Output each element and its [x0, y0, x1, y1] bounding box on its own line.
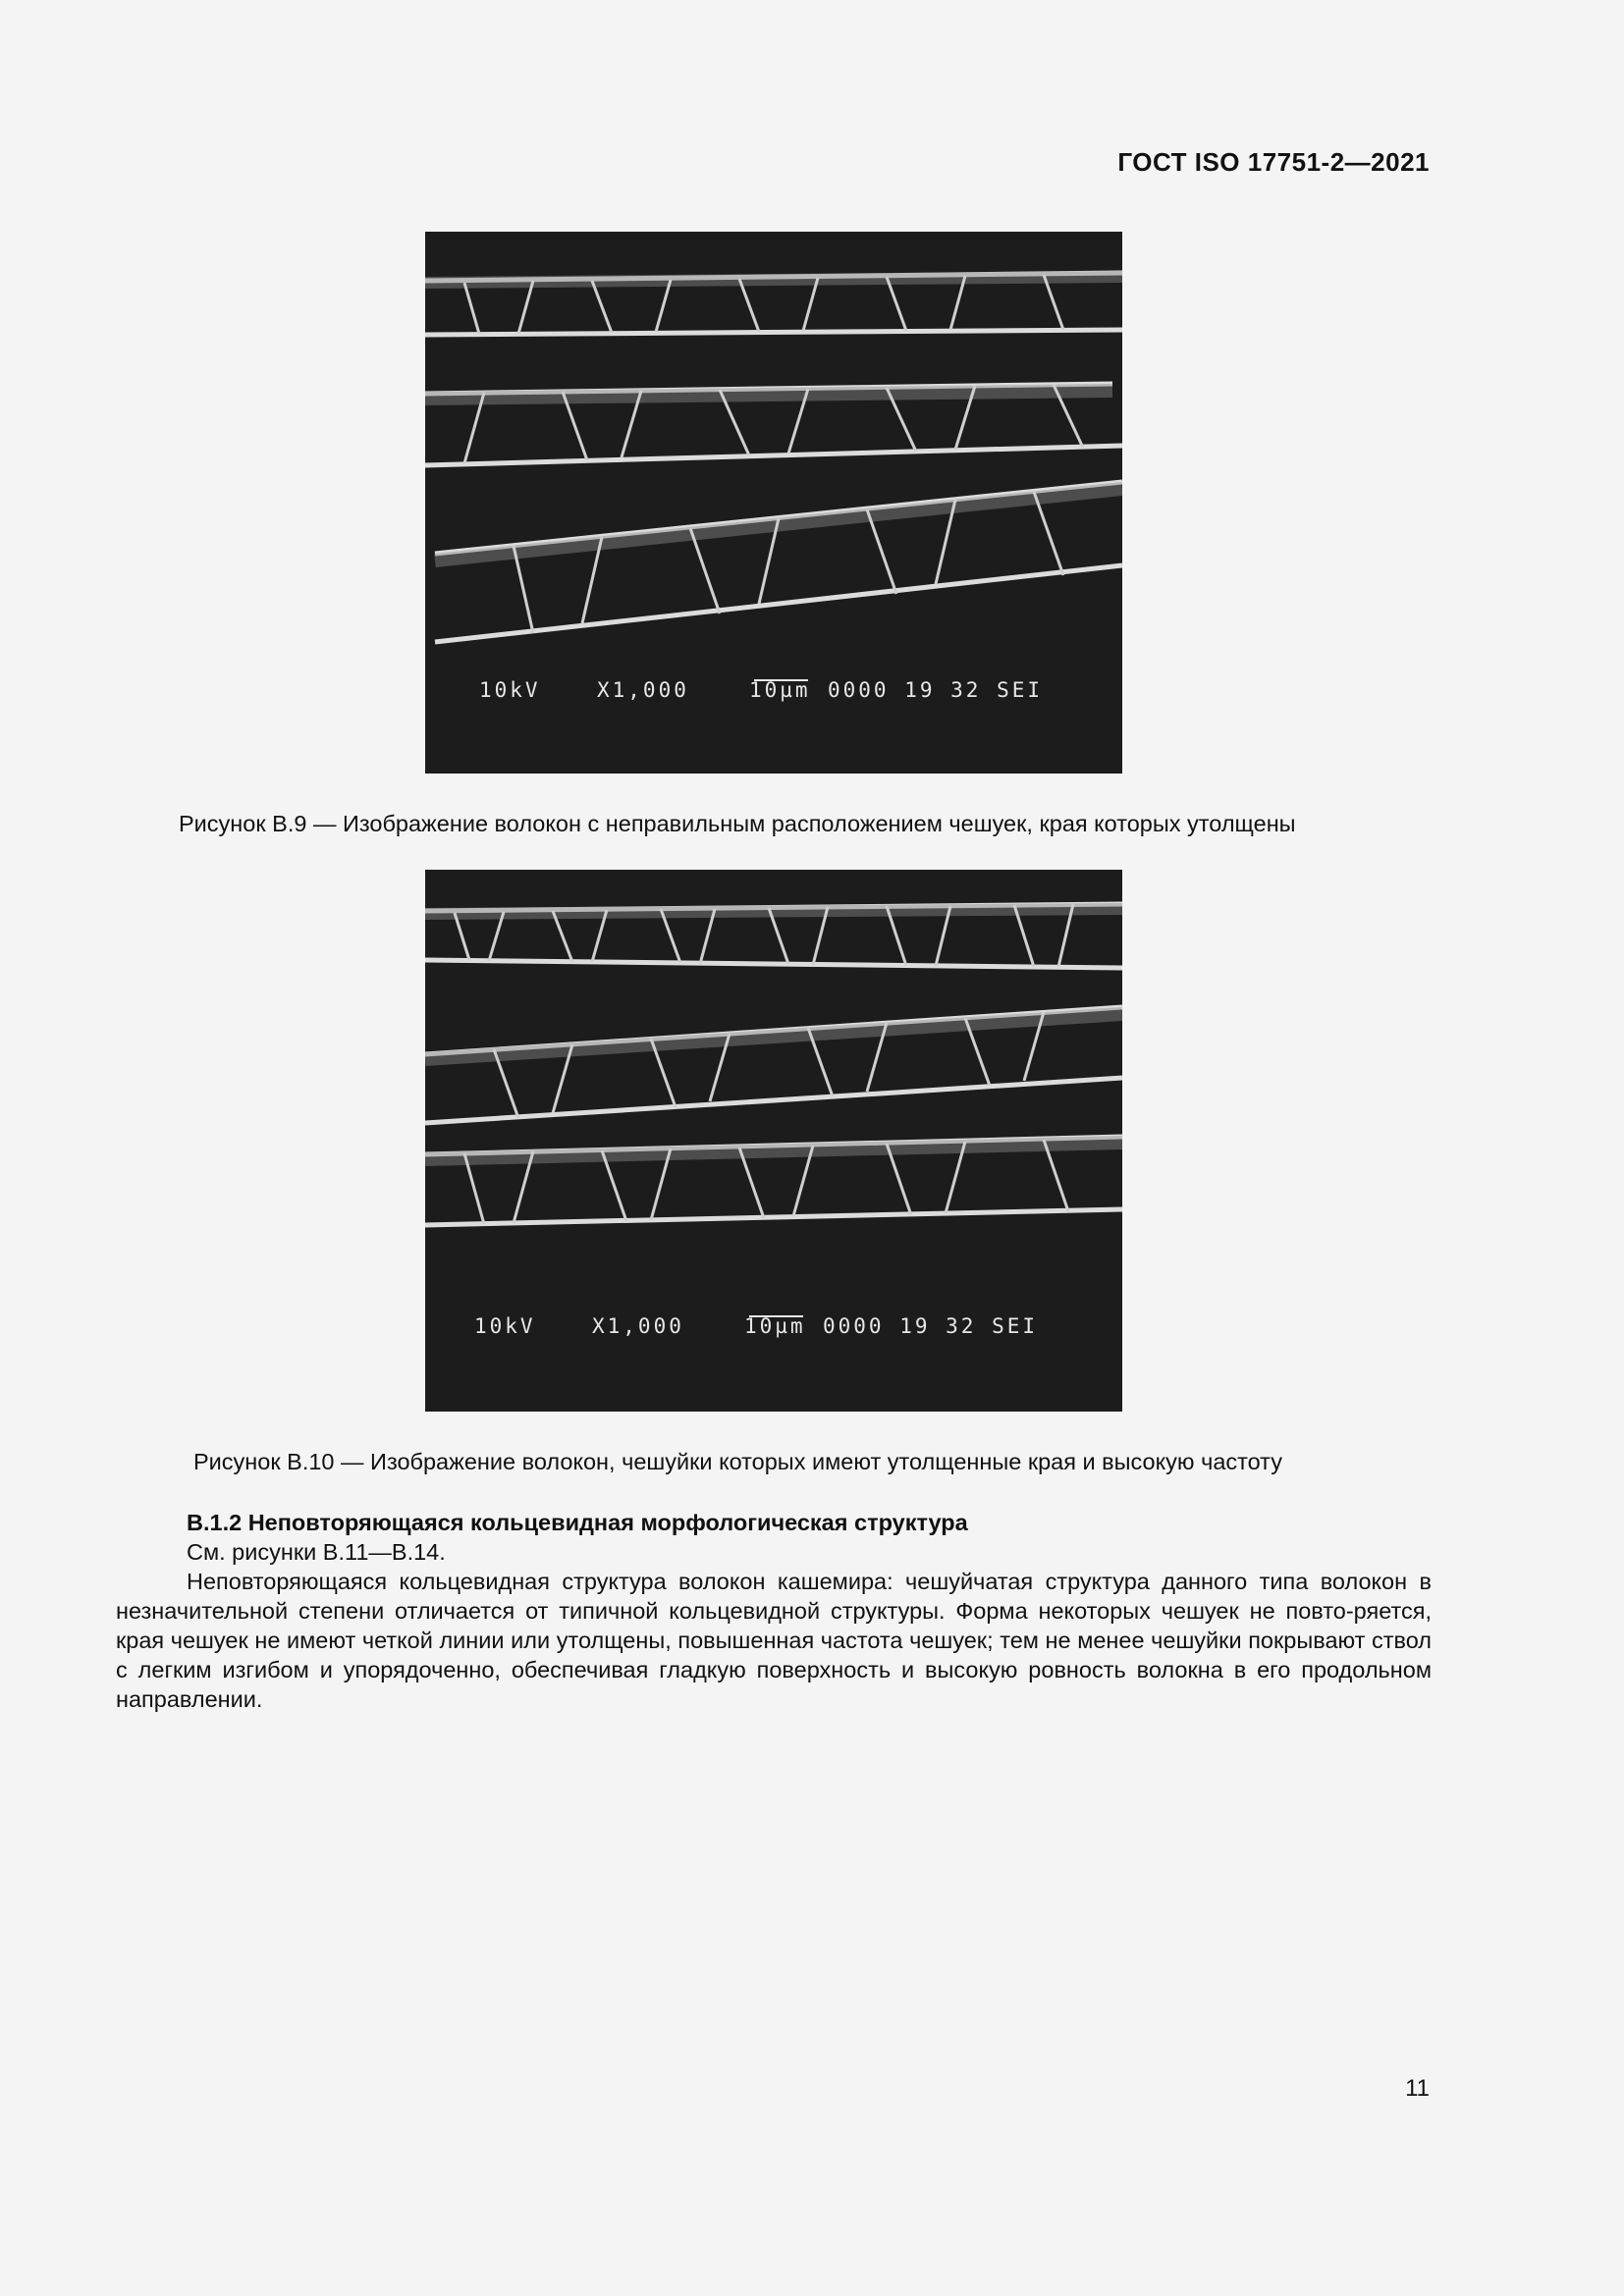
sem-code: 0000 19 32 SEI — [823, 1314, 1039, 1338]
section-heading: В.1.2 Неповторяющаяся кольцевидная морфологическая структура — [187, 1510, 968, 1535]
page-number: 11 — [1405, 2075, 1430, 2102]
sem-scale: 10µm — [749, 678, 811, 702]
sem-magnification: X1,000 — [592, 1314, 684, 1338]
figure-caption: Рисунок В.10 — Изображение волокон, чешуйки которых имеют утолщенные края и высокую частоту — [193, 1449, 1282, 1474]
figure-caption: Рисунок В.9 — Изображение волокон с неправильным расположением чешуек, края которых утолщены — [179, 811, 1296, 836]
sem-voltage: 10kV — [479, 678, 541, 702]
sem-micrograph — [425, 232, 1122, 774]
sem-image-figure-b9 — [425, 232, 1122, 774]
document-header: ГОСТ ISO 17751-2—2021 — [1117, 147, 1430, 177]
sem-scale: 10µm — [744, 1314, 806, 1338]
section-reference: См. рисунки В.11—В.14. — [187, 1539, 446, 1565]
section-body: Неповторяющаяся кольцевидная структура волокон кашемира: чешуйчатая структура данного типа волокон в незначительной степени отличается от типичной кольцевидной структуры. Форма некоторых чешуек не повто-ряется, края чешуек не имеют четкой линии или утолщены, повышенная частота чешуек; тем не менее чешуйки покрывают ствол с легким изгибом и упорядоченно, обеспечивая гладкую поверхность и высокую ровность волокна в его продольном направлении. — [116, 1569, 1432, 1712]
sem-micrograph — [425, 870, 1122, 1412]
sem-code: 0000 19 32 SEI — [828, 678, 1044, 702]
sem-magnification: X1,000 — [597, 678, 689, 702]
sem-image-figure-b10 — [425, 870, 1122, 1412]
sem-voltage: 10kV — [474, 1314, 536, 1338]
section-b-1-2 — [116, 1508, 1432, 1714]
